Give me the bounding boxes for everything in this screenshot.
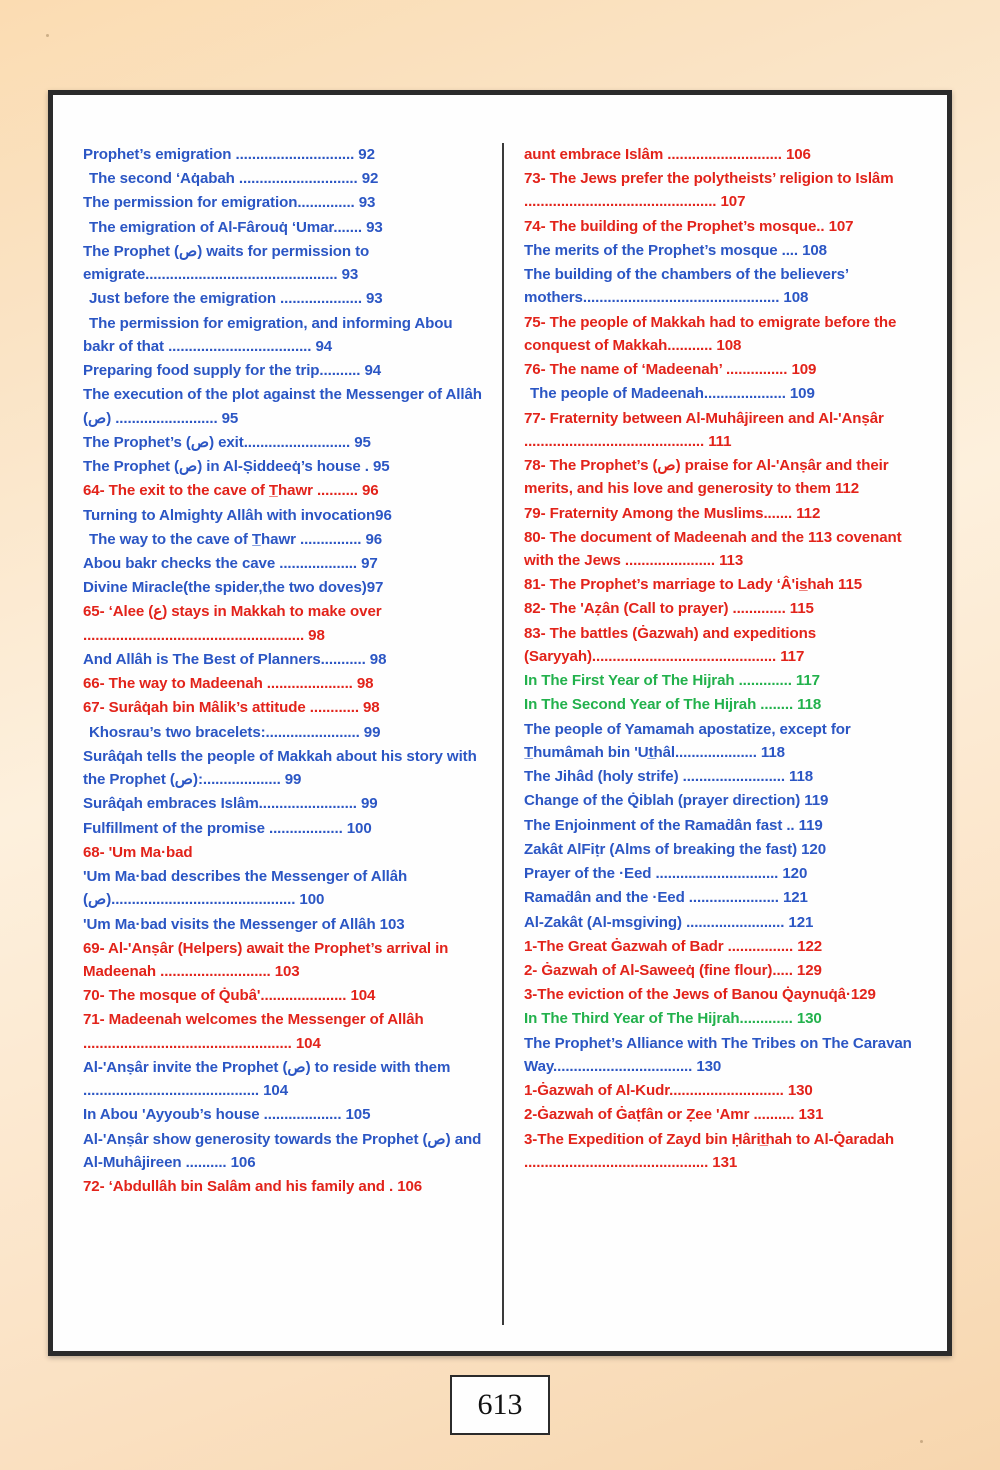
toc-entry[interactable]: The Jihâd (holy strife) ......................... 118 (524, 768, 814, 786)
toc-entry[interactable]: Divine Miracle(the spider,the two doves)97 (83, 579, 384, 597)
toc-entry[interactable]: Prayer of the ·Eed .............................. 120 (524, 865, 808, 883)
toc-entry[interactable]: The Prophet (ص) waits for permission to emigrate............................................... 93 (83, 242, 370, 284)
toc-entry[interactable]: The emigration of Al-Fârouq̇ ‘Umar....... 93 (89, 218, 383, 236)
toc-entry[interactable]: The way to the cave of T̲hawr ............... 96 (89, 530, 383, 548)
toc-entry[interactable]: Khosrau’s two bracelets:....................... 99 (89, 723, 381, 741)
toc-entry[interactable]: 64- The exit to the cave of T̲hawr .......... 96 (83, 482, 379, 500)
toc-entry[interactable]: 1-Ġazwah of Al-Kudr............................ 130 (524, 1082, 813, 1100)
toc-entry[interactable]: Prophet’s emigration ............................. 92 (83, 146, 375, 163)
toc-entry[interactable]: The merits of the Prophet’s mosque .... 108 (524, 241, 827, 259)
toc-entry[interactable]: Al-Zakât (Al-msgiving) ........................ 121 (524, 913, 814, 931)
toc-entry[interactable]: Fulfillment of the promise .................. 100 (83, 819, 372, 837)
toc-entry[interactable]: 81- The Prophet’s marriage to Lady ‘Â'is̲hah 115 (524, 576, 863, 594)
toc-entry[interactable]: Abou bakr checks the cave ................... 97 (83, 554, 378, 572)
toc-entry[interactable]: The execution of the plot against the Messenger of Allâh (ص) ......................... 95 (83, 386, 482, 427)
toc-entry[interactable]: In The First Year of The Hijrah ............. 117 (524, 672, 820, 690)
toc-entry[interactable]: 66- The way to Madeenah ..................... 98 (83, 675, 374, 693)
toc-entry[interactable]: The second ‘Aq̇abah ............................. 92 (89, 170, 379, 188)
toc-entry[interactable]: The Prophet’s (ص) exit.......................... 95 (83, 433, 371, 451)
toc-entry[interactable]: Ramaḋân and the ·Eed ...................... 121 (524, 889, 808, 907)
toc-entry[interactable]: The people of Madeenah.................... 109 (530, 385, 815, 403)
toc-entry[interactable]: 80- The document of Madeenah and the 113 covenant with the Jews ...................... 113 (524, 528, 902, 569)
toc-entry[interactable]: 65- ‘Alee (ع) stays in Makkah to make over ...................................................... 98 (83, 603, 382, 644)
toc-entry[interactable]: 3-The eviction of the Jews of Banou Q̇aynuq̇â·129 (524, 986, 876, 1004)
toc-entry[interactable]: 'Um Ma·bad visits the Messenger of Allâh 103 (83, 915, 405, 933)
toc-entry[interactable]: 2-Ġazwah of Ġaṭfân or Ẓee 'Amr .......... 131 (524, 1106, 824, 1124)
toc-entry[interactable]: The permission for emigration.............. 93 (83, 194, 376, 212)
toc-entry[interactable]: 73- The Jews prefer the polytheists’ religion to Islâm ............................................... 107 (524, 170, 894, 211)
toc-column-right (502, 143, 921, 1325)
toc-entry[interactable]: 69- Al-'Anṣâr (Helpers) await the Prophet’s arrival in Madeenah ........................... 103 (83, 939, 449, 980)
toc-entry[interactable]: 76- The name of ‘Madeenah’ ............... 109 (524, 361, 817, 379)
toc-entry[interactable]: 82- The 'Aẓân (Call to prayer) ............. 115 (524, 600, 814, 618)
toc-entry[interactable]: 'Um Ma·bad describes the Messenger of Allâh (ص)............................................. 100 (83, 868, 408, 909)
toc-entry[interactable]: Al-'Anṣâr show generosity towards the Prophet (ص) and Al-Muhâjireen .......... 106 (83, 1130, 482, 1171)
toc-entry[interactable]: Zakât AlFiṭr (Alms of breaking the fast) 120 (524, 840, 827, 858)
toc-entry[interactable]: 74- The building of the Prophet’s mosque.. 107 (524, 217, 854, 235)
toc-entry[interactable]: 79- Fraternity Among the Muslims....... 112 (524, 504, 821, 522)
toc-entry[interactable]: And Allâh is The Best of Planners........... 98 (83, 650, 387, 668)
toc-entry[interactable]: Al-'Anṣâr invite the Prophet (ص) to reside with them ........................................... 104 (83, 1058, 451, 1100)
toc-entry[interactable]: Surâq̇ah embraces Islâm........................ 99 (83, 795, 378, 813)
toc-entry[interactable]: The Prophet’s Alliance with The Tribes on The Caravan Way.................................. 130 (524, 1034, 912, 1075)
toc-entry[interactable]: The Enjoinment of the Ramaḋân fast .. 119 (524, 816, 823, 834)
toc-entry[interactable]: Surâq̇ah tells the people of Makkah about his story with the Prophet (ص):................... 99 (83, 747, 477, 789)
toc-entry[interactable]: The Prophet (ص) in Al-Ṣiddeeq̇’s house . 95 (83, 458, 390, 476)
toc-entry[interactable]: In The Second Year of The Hijrah ........ 118 (524, 696, 822, 714)
toc-entry[interactable]: 83- The battles (Ġazwah) and expeditions (Saryyah)............................................. 117 (524, 624, 817, 665)
toc-entry[interactable]: 78- The Prophet’s (ص) praise for Al-'Anṣâr and their merits, and his love and generosity to them 112 (524, 457, 889, 498)
toc-entry[interactable]: 75- The people of Makkah had to emigrate before the conquest of Makkah........... 108 (524, 313, 897, 354)
toc-entry[interactable]: The people of Yamamah apostatize, except for T̲humâmah bin 'Ut̲hâl.................... 118 (524, 720, 851, 761)
page-number-box (450, 1375, 550, 1435)
toc-entry[interactable]: Just before the emigration .................... 93 (89, 290, 383, 308)
toc-entry[interactable]: 68- 'Um Ma·bad (83, 843, 193, 861)
toc-entry[interactable]: 2- Ġazwah of Al-Saweeq̇ (fine flour)..... 129 (524, 961, 822, 979)
toc-entry[interactable]: In Abou 'Ayyoub’s house ................... 105 (83, 1106, 371, 1124)
toc-entry[interactable]: Change of the Q̇iblah (prayer direction) 119 (524, 792, 829, 810)
toc-entry[interactable]: The building of the chambers of the believers’ mothers................................................ 108 (524, 266, 849, 307)
page-number: 613 (477, 1388, 523, 1421)
toc-entry[interactable]: 71- Madeenah welcomes the Messenger of Allâh ................................................... 104 (83, 1011, 424, 1052)
toc-entry[interactable]: 67- Surâq̇ah bin Mâlik’s attitude ............ 98 (83, 699, 380, 717)
book-page (48, 90, 952, 1356)
toc-entry[interactable]: Preparing food supply for the trip.......... 94 (83, 362, 382, 380)
toc-entry[interactable]: 70- The mosque of Q̇ubâ'..................... 104 (83, 987, 376, 1005)
toc-entry[interactable]: 77- Fraternity between Al-Muhâjireen and Al-'Anṣâr ............................................ 111 (524, 409, 884, 450)
toc-entry[interactable]: 72- ‘Abdullâh bin Salâm and his family and . 106 (83, 1178, 423, 1196)
paper-speck (46, 34, 49, 37)
toc-entry[interactable]: In The Third Year of The Hijrah............. 130 (524, 1010, 822, 1028)
toc-column-left (83, 143, 502, 1325)
toc-entry[interactable]: 1-The Great Ġazwah of Badr ................ 122 (524, 937, 823, 955)
paper-speck (920, 1440, 923, 1443)
toc-entry[interactable]: aunt embrace Islâm ............................ 106 (524, 146, 811, 163)
toc-entry[interactable]: The permission for emigration, and informing Abou bakr of that ................................... 94 (83, 314, 453, 355)
toc-entry[interactable]: 3-The Expedition of Zayd bin Ḥârit̲hah to Al-Q̇aradah ............................................. 131 (524, 1130, 895, 1171)
toc-columns (83, 143, 921, 1325)
toc-entry[interactable]: Turning to Almighty Allâh with invocation96 (83, 506, 392, 524)
